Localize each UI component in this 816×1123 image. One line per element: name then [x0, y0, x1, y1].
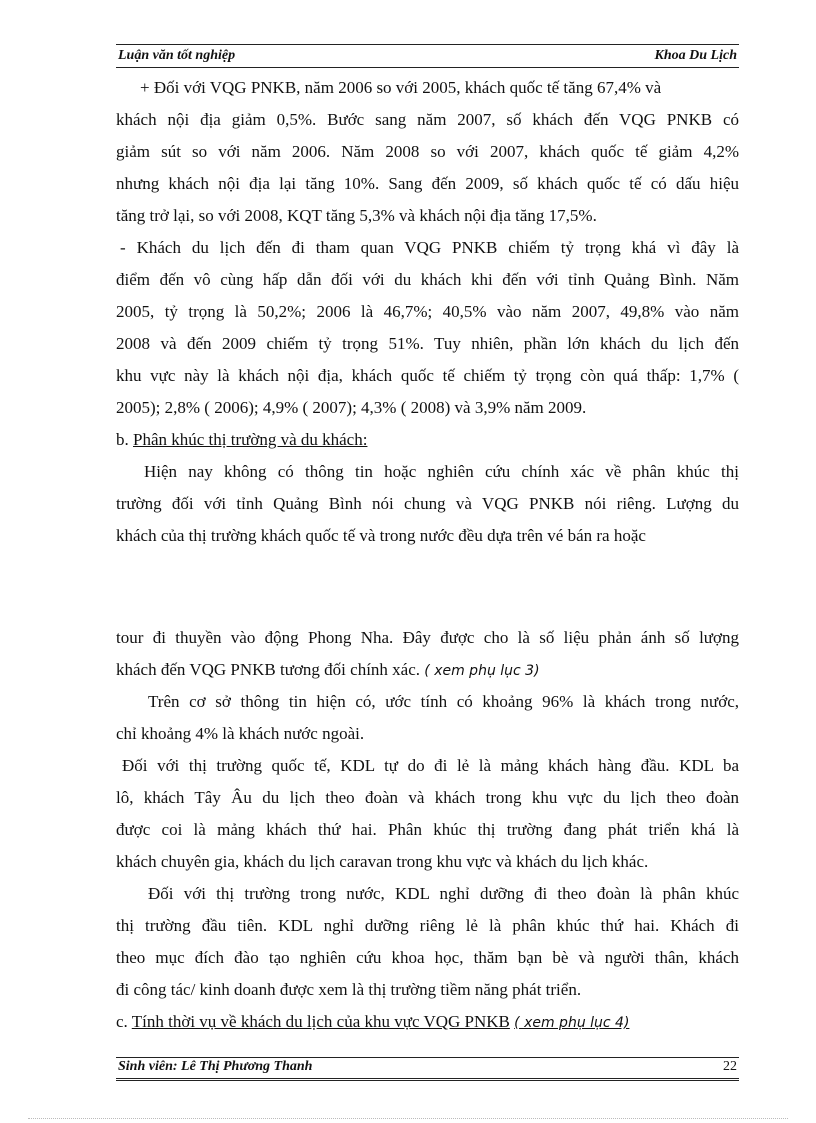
text-line: tour đi thuyền vào động Phong Nha. Đây được cho là số liệu phản ánh số lượng	[116, 628, 739, 647]
text-line: chỉ khoảng 4% là khách nước ngoài.	[116, 724, 365, 743]
text-line: Hiện nay không có thông tin hoặc nghiên cứu chính xác về phân khúc thị	[144, 462, 739, 481]
text-span: khách đến VQG PNKB tương đối chính xác.	[116, 660, 421, 679]
footer-student-name: Sinh viên: Lê Thị Phương Thanh	[118, 1059, 313, 1074]
page-divider	[28, 1118, 788, 1119]
page-footer	[116, 1057, 739, 1081]
section-b-prefix: b.	[116, 430, 133, 449]
header-faculty-label: Khoa Du Lịch	[654, 48, 737, 63]
section-c-heading	[116, 1010, 739, 1034]
section-b-heading	[116, 428, 739, 452]
text-line: 2008 và đến 2009 chiếm tỷ trọng 51%. Tuy nhiên, phần lớn khách du lịch đến	[116, 334, 739, 353]
text-line: lô, khách Tây Âu du lịch theo đoàn và khách trong khu vực du lịch theo đoàn	[116, 788, 739, 807]
section-c-title: Tính thời vụ về khách du lịch của khu vực VQG PNKB	[131, 1012, 510, 1031]
page-number: 22	[723, 1059, 737, 1074]
page-header	[116, 44, 739, 68]
text-line: khách nội địa giảm 0,5%. Bước sang năm 2007, số khách đến VQG PNKB có	[116, 110, 739, 129]
section-b-title: Phân khúc thị trường và du khách:	[133, 430, 368, 449]
text-line: Trên cơ sở thông tin hiện có, ước tính có khoảng 96% là khách trong nước,	[148, 692, 739, 711]
header-thesis-label: Luận văn tốt nghiệp	[118, 48, 236, 63]
text-line: giảm sút so với năm 2006. Năm 2008 so với 2007, khách quốc tế giảm 4,2%	[116, 142, 739, 161]
text-line: theo mục đích đào tạo nghiên cứu khoa học, thăm bạn bè và người thân, khách	[116, 948, 739, 967]
text-line: 2005); 2,8% ( 2006); 4,9% ( 2007); 4,3% ( 2008) và 3,9% năm 2009.	[116, 398, 587, 417]
text-line: thị trường đầu tiên. KDL nghỉ dưỡng riêng lẻ là phân khúc thứ hai. Khách đi	[116, 916, 739, 935]
text-line: - Khách du lịch đến đi tham quan VQG PNKB chiếm tỷ trọng khá vì đây là	[120, 238, 739, 257]
text-line: điểm đến vô cùng hấp dẫn đối với du khách khi đến với tỉnh Quảng Bình. Năm	[116, 270, 739, 289]
text-line: + Đối với VQG PNKB, năm 2006 so với 2005, khách quốc tế tăng 67,4% và	[140, 78, 662, 97]
text-line: khách chuyên gia, khách du lịch caravan trong khu vực và khách du lịch khác.	[116, 852, 649, 871]
appendix-4-reference: ( xem phụ lục 4)	[514, 1015, 630, 1031]
text-line: Đối với thị trường quốc tế, KDL tự do đi lẻ là mảng khách hàng đầu. KDL ba	[122, 756, 739, 775]
text-line: nhưng khách nội địa lại tăng 10%. Sang đến 2009, số khách quốc tế có dấu hiệu	[116, 174, 739, 193]
text-line: khách của thị trường khách quốc tế và trong nước đều dựa trên vé bán ra hoặc	[116, 526, 646, 545]
text-line: Đối với thị trường trong nước, KDL nghỉ dưỡng đi theo đoàn là phân khúc	[148, 884, 739, 903]
text-line	[116, 658, 739, 682]
text-line: đi công tác/ kinh doanh được xem là thị trường tiềm năng phát triển.	[116, 980, 582, 999]
appendix-3-reference: ( xem phụ lục 3)	[424, 663, 540, 679]
text-line: khu vực này là khách nội địa, khách quốc tế chiếm tỷ trọng còn quá thấp: 1,7% (	[116, 366, 739, 385]
section-c-prefix: c.	[116, 1012, 132, 1031]
text-line: 2005, tỷ trọng là 50,2%; 2006 là 46,7%; 40,5% vào năm 2007, 49,8% vào năm	[116, 302, 739, 321]
text-line: tăng trở lại, so với 2008, KQT tăng 5,3% và khách nội địa tăng 17,5%.	[116, 206, 597, 225]
text-line: được coi là mảng khách thứ hai. Phân khúc thị trường đang phát triển khá là	[116, 820, 739, 839]
text-line: trường đối với tỉnh Quảng Bình nói chung và VQG PNKB nói riêng. Lượng du	[116, 494, 739, 513]
